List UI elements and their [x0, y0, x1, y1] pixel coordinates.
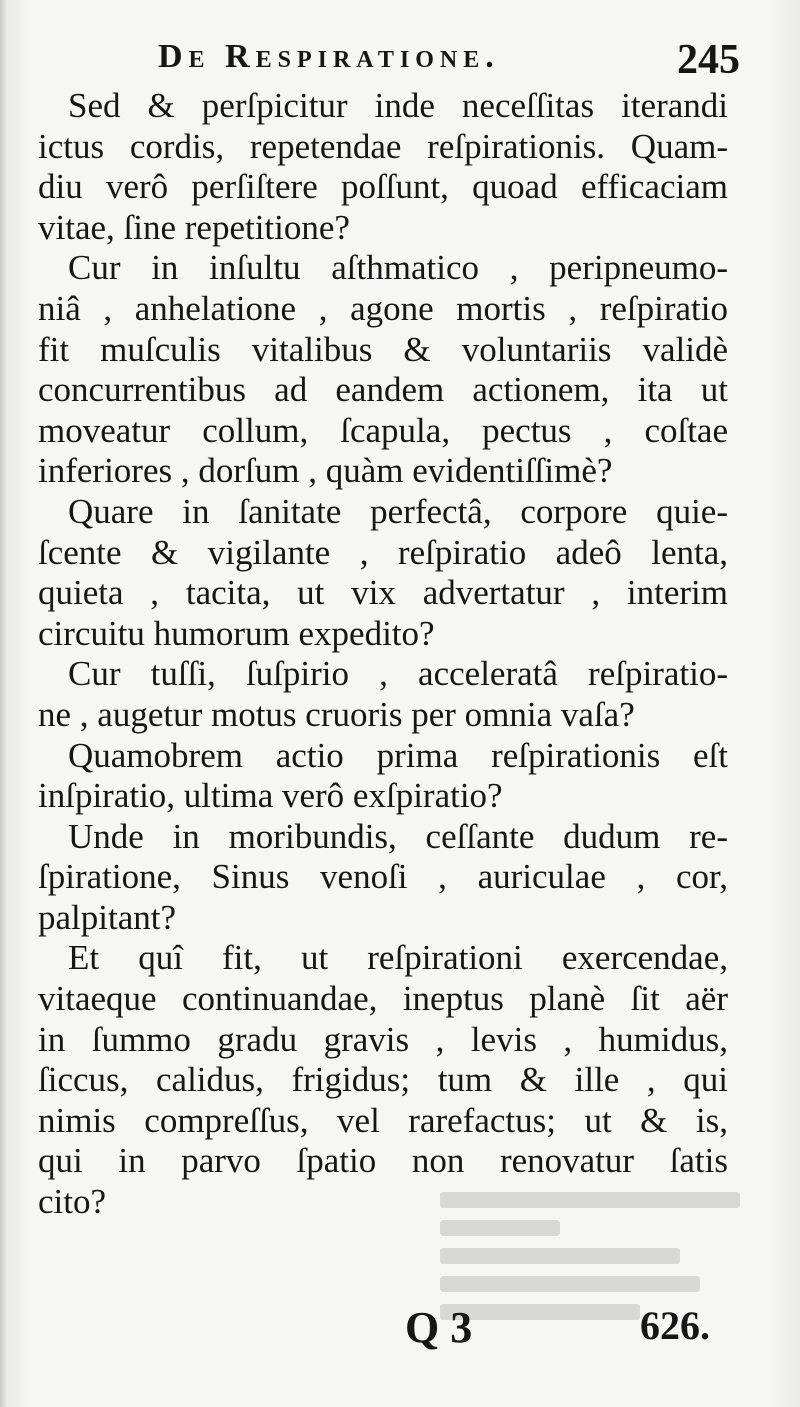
text-line: vitae, ſine repetitione? [38, 207, 350, 247]
paragraph [38, 736, 728, 817]
binding-edge [0, 0, 8, 1407]
text-line: ſpiratione, Sinus venoſi , auriculae , cor, [38, 857, 728, 897]
paragraph [38, 654, 728, 735]
text-line: Cur in inſultu aſthmatico , peripneumo- [68, 248, 728, 288]
paragraph [38, 492, 728, 654]
text-line: Sed & perſpicitur inde neceſſitas iterandi [68, 86, 728, 125]
text-line: inferiores , dorſum , quàm evidentiſſimè? [38, 451, 613, 491]
text-line: cito? [38, 1182, 107, 1222]
text-line: Unde in moribundis, ceſſante dudum re- [68, 816, 728, 856]
text-line: palpitant? [38, 897, 177, 937]
text-line: ſiccus, calidus, frigidus; tum & ille , qui [38, 1060, 728, 1100]
paragraph [38, 817, 728, 939]
running-head [40, 32, 760, 92]
text-line: inſpiratio, ultima verô exſpiratio? [38, 776, 503, 816]
paragraph [38, 248, 728, 492]
signature-mark: Q 3 [405, 1303, 473, 1352]
text-line: ſcente & vigilante , reſpiratio adeô lenta, [38, 532, 728, 572]
text-line: nimis compreſſus, vel rarefactus; ut & is, [38, 1100, 728, 1140]
text-line: vitaeque continuandae, ineptus planè ſit aër [38, 979, 728, 1019]
text-line: Quare in ſanitate perfectâ, corpore quie- [68, 491, 728, 531]
text-line: in ſummo gradu gravis , levis , humidus, [38, 1019, 728, 1059]
running-title: De Respiratione. [158, 38, 500, 75]
text-line: moveatur collum, ſcapula, pectus , coſtae [38, 410, 728, 450]
catchword: 626. [640, 1303, 710, 1348]
paragraph [38, 86, 728, 248]
text-line: qui in parvo ſpatio non renovatur ſatis [38, 1141, 728, 1181]
text-line: niâ , anhelatione , agone mortis , reſpiratio [38, 288, 728, 328]
text-line: quieta , tacita, ut vix advertatur , interim [38, 573, 728, 613]
text-line: circuitu humorum expedito? [38, 613, 435, 653]
text-line: Quamobrem actio prima reſpirationis eſt [68, 735, 728, 775]
text-line: Cur tuſſi, ſuſpirio , acceleratâ reſpiratio- [68, 654, 728, 694]
text-line: Et quî fit, ut reſpirationi exercendae, [68, 938, 728, 978]
text-line: ne , augetur motus cruoris per omnia vaſa? [38, 694, 635, 734]
bleed-through-text [440, 1180, 770, 1360]
page-number: 245 [677, 37, 740, 83]
text-line: diu verô perſiſtere poſſunt, quoad efficaciam [38, 167, 728, 207]
main-text [38, 86, 728, 1223]
text-line: fit muſculis vitalibus & voluntariis validè [38, 329, 728, 369]
text-line: concurrentibus ad eandem actionem, ita ut [38, 370, 728, 410]
text-line: ictus cordis, repetendae reſpirationis. Quam- [38, 126, 728, 166]
